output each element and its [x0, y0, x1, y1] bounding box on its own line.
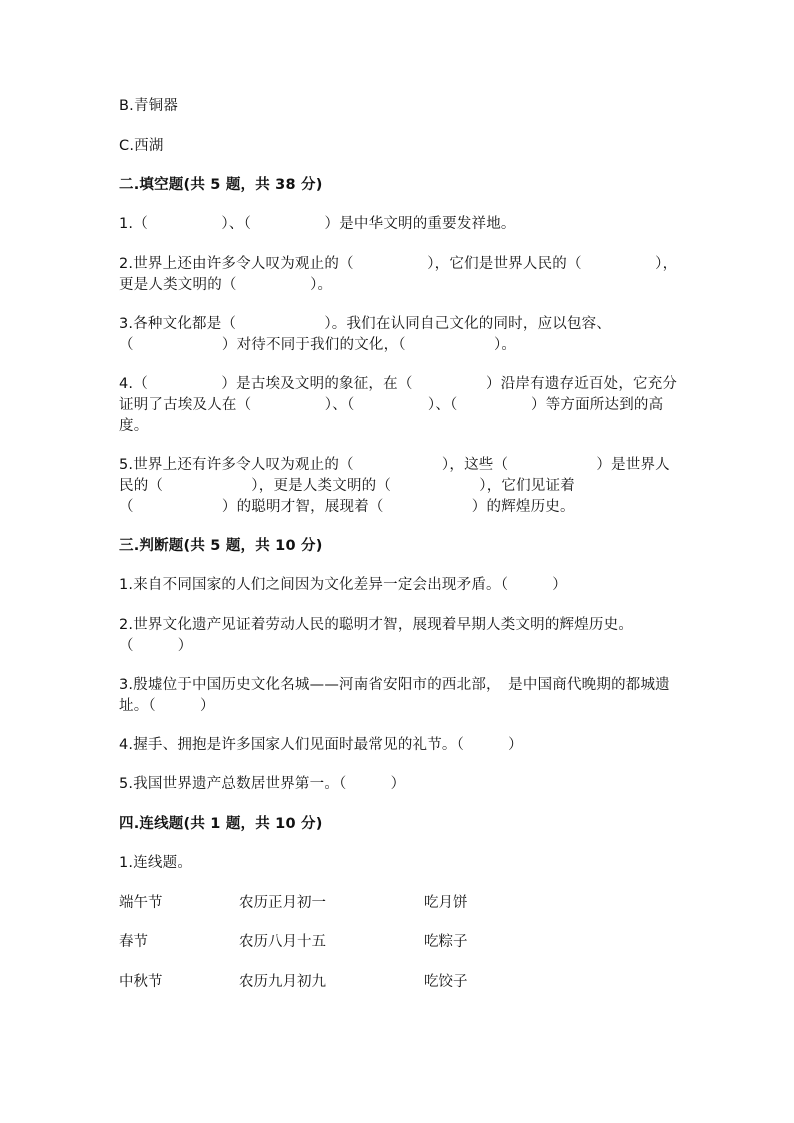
- option-c: C.西湖: [119, 138, 164, 154]
- true-false-question-5: 5.我国世界遗产总数居世界第一。（ ）: [119, 776, 406, 792]
- true-false-question-1: 1.来自不同国家的人们之间因为文化差异一定会出现矛盾。（ ）: [119, 577, 567, 593]
- option-b: B.青铜器: [119, 98, 179, 114]
- true-false-question-3: 3.殷墟位于中国历史文化名城——河南省安阳市的西北部， 是中国商代晚期的都城遗址。（ ）: [119, 677, 670, 714]
- festival-cell: 春节: [119, 934, 148, 950]
- fill-blank-question-3: 3.各种文化都是（ ）。我们在认同自己文化的同时，应以包容、（ ）对待不同于我们的文化，（ ）。: [119, 316, 612, 353]
- matching-row: [119, 932, 679, 953]
- festival-cell: 中秋节: [119, 974, 163, 990]
- food-cell: 吃饺子: [424, 974, 468, 990]
- matching-question-1: 1.连线题。: [119, 855, 193, 871]
- true-false-question-4: 4.握手、拥抱是许多国家人们见面时最常见的礼节。（ ）: [119, 737, 523, 753]
- section-matching-heading: 四.连线题(共 1 题，共 10 分): [119, 816, 323, 832]
- date-cell: 农历九月初九: [239, 974, 326, 990]
- section-true-false-heading: 三.判断题(共 5 题，共 10 分): [119, 538, 323, 554]
- matching-row: [119, 893, 679, 914]
- festival-cell: 端午节: [119, 895, 163, 911]
- true-false-question-2: 2.世界文化遗产见证着劳动人民的聪明才智，展现着早期人类文明的辉煌历史。（ ）: [119, 617, 634, 654]
- fill-blank-question-5: 5.世界上还有许多令人叹为观止的（ ），这些（ ）是世界人民的（ ），更是人类文明的（ ），它们见证着（ ）的聪明才智，展现着（ ）的辉煌历史。: [119, 457, 670, 515]
- food-cell: 吃月饼: [424, 895, 468, 911]
- fill-blank-question-1: 1.（ ）、（ ）是中华文明的重要发祥地。: [119, 216, 516, 232]
- date-cell: 农历正月初一: [239, 895, 326, 911]
- fill-blank-question-4: 4.（ ）是古埃及文明的象征，在（ ）沿岸有遗存近百处，它充分证明了古埃及人在（ ）、（ ）、（ ）等方面所达到的高度。: [119, 376, 678, 434]
- food-cell: 吃粽子: [424, 934, 468, 950]
- date-cell: 农历八月十五: [239, 934, 326, 950]
- fill-blank-question-2: 2.世界上还由许多令人叹为观止的（ ），它们是世界人民的（ ），更是人类文明的（ ）。: [119, 256, 678, 293]
- matching-row: [119, 972, 679, 993]
- section-fill-blank-heading: 二.填空题(共 5 题，共 38 分): [119, 177, 323, 193]
